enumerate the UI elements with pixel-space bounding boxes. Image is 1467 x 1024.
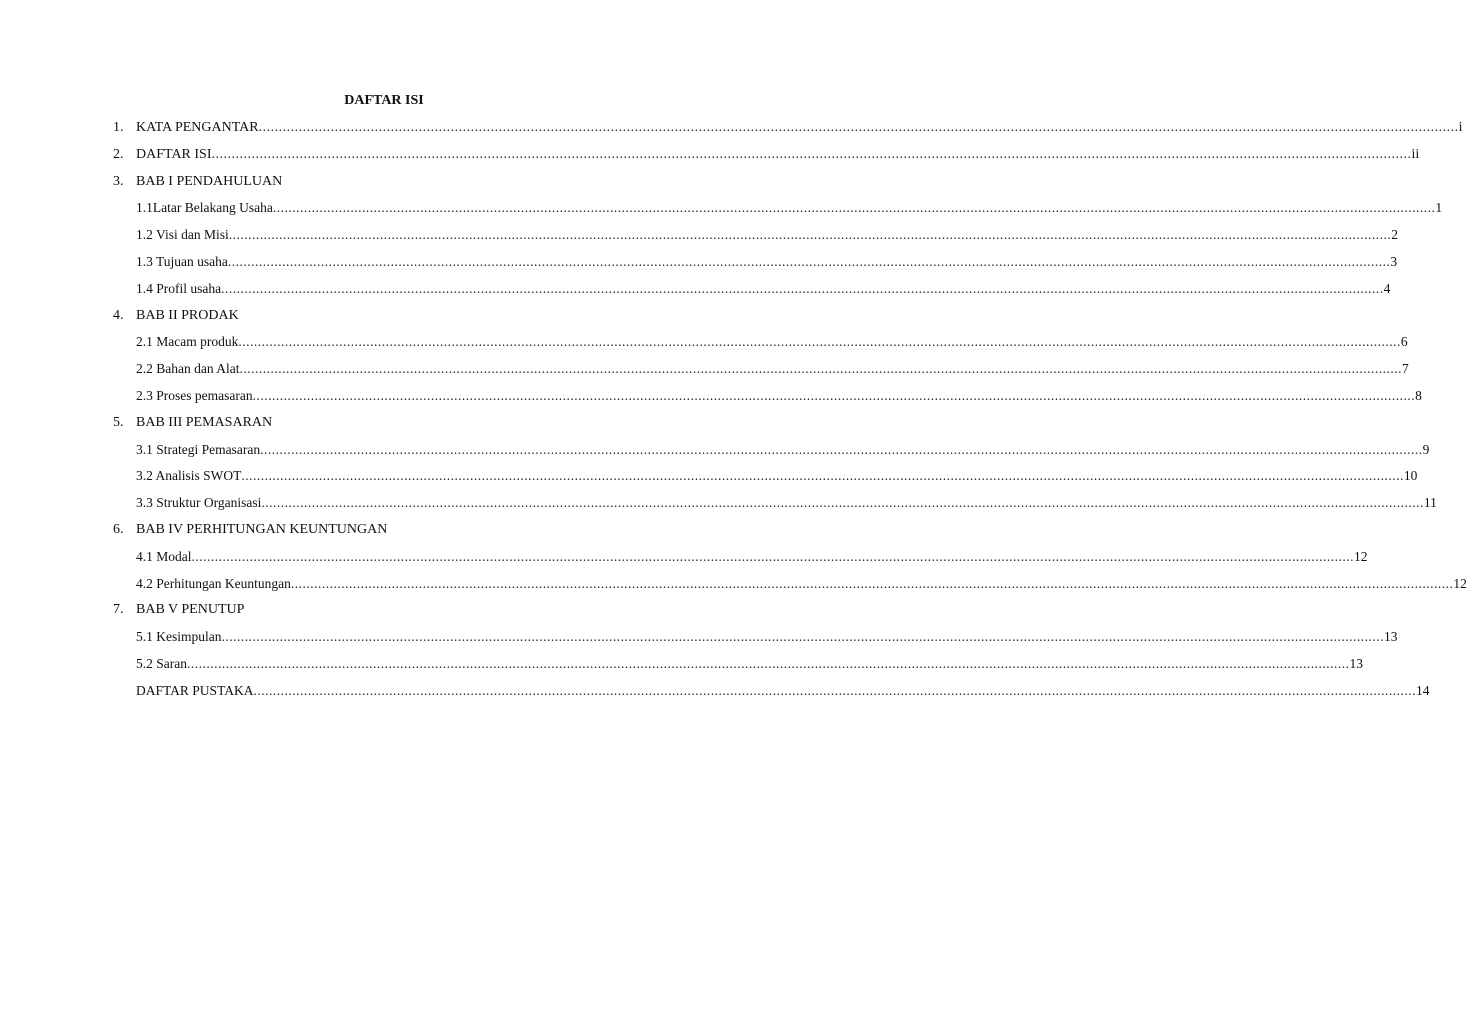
toc-entry-page-number: 3 — [1390, 253, 1398, 269]
toc-entry-line — [136, 410, 272, 437]
toc-entry-line — [136, 544, 1368, 571]
toc-entry-label: 4.2 Perhitungan Keuntungan — [136, 575, 291, 591]
toc-entry-line — [136, 222, 1398, 249]
toc-entry — [0, 142, 1420, 169]
toc-entry-label: 3.3 Struktur Organisasi — [136, 495, 262, 511]
toc-entry — [0, 651, 1363, 678]
toc-entry — [0, 276, 1391, 303]
toc-entry-label: BAB V PENUTUP — [136, 602, 245, 618]
toc-entry — [0, 544, 1368, 571]
toc-entry — [0, 329, 1408, 356]
toc-entry — [0, 383, 1422, 410]
dot-leader: ............................................................................................................................................................................................................................................................................................................ — [241, 468, 1404, 484]
toc-entry-page-number: ii — [1411, 146, 1420, 162]
toc-entry-label: 2.3 Proses pemasaran — [136, 387, 253, 403]
toc-entry-line — [136, 651, 1363, 678]
toc-entry-line — [136, 142, 1420, 169]
toc-entry-label: 4.1 Modal — [136, 548, 192, 564]
toc-entry-line — [136, 249, 1398, 276]
toc-entry-label: 3.2 Analisis SWOT — [136, 468, 242, 484]
toc-entry — [0, 678, 1430, 705]
toc-entry-page-number: 4 — [1383, 280, 1391, 296]
dot-leader: ............................................................................................................................................................................................................................................................................................................ — [253, 682, 1416, 698]
toc-entry-line — [136, 517, 387, 544]
toc-entry-label: BAB II PRODAK — [136, 307, 239, 323]
toc-entry — [0, 571, 1467, 598]
toc-entry — [0, 195, 1443, 222]
toc-entry-label: DAFTAR PUSTAKA — [136, 682, 254, 698]
toc-entry-line — [136, 303, 239, 330]
toc-entry-label: 2.2 Bahan dan Alat — [136, 361, 240, 377]
toc-entry-line — [136, 678, 1430, 705]
toc-entry-page-number: 9 — [1422, 441, 1430, 457]
toc-entry — [0, 249, 1398, 276]
toc-entry-line — [136, 597, 244, 624]
toc-entry — [0, 115, 1463, 142]
toc-entry-label: BAB I PENDAHULUAN — [136, 173, 283, 189]
toc-entry-number: 3. — [113, 173, 124, 189]
page-title: DAFTAR ISI — [344, 93, 424, 108]
dot-leader: ............................................................................................................................................................................................................................................................................................................ — [261, 495, 1424, 511]
toc-entry-label: KATA PENGANTAR — [136, 120, 259, 135]
toc-entry-line — [136, 276, 1391, 303]
toc-entry — [0, 222, 1398, 249]
dot-leader: ............................................................................................................................................................................................................................................................................................................ — [211, 146, 1412, 162]
toc-entry-line — [136, 571, 1467, 598]
toc-entry-page-number: 14 — [1415, 682, 1430, 698]
toc-entry-label: BAB III PEMASARAN — [136, 414, 273, 430]
dot-leader: ............................................................................................................................................................................................................................................................................................................ — [221, 629, 1384, 645]
dot-leader: ............................................................................................................................................................................................................................................................................................................ — [221, 280, 1384, 296]
toc-entry — [0, 517, 768, 544]
toc-entry-line — [136, 195, 1443, 222]
toc-entry-label: 1.4 Profil usaha — [136, 280, 222, 296]
toc-entry-number: 2. — [113, 146, 124, 162]
toc-entry-page-number: 13 — [1384, 629, 1398, 645]
toc-entry-line — [136, 437, 1430, 464]
toc-entry-line — [136, 490, 1437, 517]
toc-entry-line — [136, 383, 1422, 410]
toc-entry-label: BAB IV PERHITUNGAN KEUNTUNGAN — [136, 521, 388, 537]
toc-entry-line — [136, 169, 282, 196]
toc-entry — [0, 463, 1418, 490]
toc-entry-page-number: 12 — [1453, 575, 1467, 591]
dot-leader: ............................................................................................................................................................................................................................................................................................................ — [228, 227, 1392, 243]
toc-entry-page-number: 11 — [1423, 495, 1437, 511]
toc-entry-number: 5. — [113, 414, 124, 430]
dot-leader: ............................................................................................................................................................................................................................................................................................................ — [227, 253, 1391, 269]
toc-entry-line — [136, 329, 1408, 356]
toc-entry — [0, 410, 768, 437]
dot-leader: ............................................................................................................................................................................................................................................................................................................ — [239, 361, 1402, 377]
toc-entry — [0, 356, 1409, 383]
toc-entry-label: 3.1 Strategi Pemasaran — [136, 441, 261, 457]
toc-entry-label: 1.1Latar Belakang Usaha — [136, 200, 273, 216]
toc-entry-label: 2.1 Macam produk — [136, 334, 239, 350]
toc-entry-label: 1.3 Tujuan usaha — [136, 253, 228, 269]
toc-entry — [0, 437, 1430, 464]
dot-leader: ............................................................................................................................................................................................................................................................................................................ — [238, 334, 1401, 350]
toc-entry-label: DAFTAR ISI — [136, 146, 212, 162]
dot-leader: ............................................................................................................................................................................................................................................................................................................ — [191, 548, 1354, 564]
toc-entry-number: 1. — [113, 120, 124, 135]
toc-entry-page-number: i — [1458, 120, 1463, 135]
toc-entry — [0, 490, 1437, 517]
toc-entry-label: 5.1 Kesimpulan — [136, 629, 222, 645]
table-of-contents — [0, 115, 1467, 705]
dot-leader: ............................................................................................................................................................................................................................................................................................................ — [187, 655, 1350, 671]
toc-entry-page-number: 7 — [1401, 361, 1409, 377]
toc-entry-line — [136, 463, 1418, 490]
toc-entry-label: 5.2 Saran — [136, 655, 187, 671]
toc-entry-page-number: 6 — [1400, 334, 1408, 350]
toc-entry-number: 7. — [113, 602, 124, 618]
toc-entry — [0, 303, 768, 330]
toc-entry-page-number: 2 — [1391, 227, 1398, 243]
toc-entry — [0, 624, 1398, 651]
toc-entry-line — [136, 624, 1398, 651]
toc-entry-number: 4. — [113, 307, 124, 323]
toc-entry-page-number: 10 — [1403, 468, 1418, 484]
toc-entry-page-number: 1 — [1435, 200, 1443, 216]
dot-leader: ............................................................................................................................................................................................................................................................................................................ — [252, 387, 1416, 403]
toc-entry-label: 1.2 Visi dan Misi — [136, 227, 229, 243]
dot-leader: ............................................................................................................................................................................................................................................................................................................ — [258, 120, 1459, 135]
toc-entry-page-number: 8 — [1415, 387, 1422, 403]
dot-leader: ............................................................................................................................................................................................................................................................................................................ — [260, 441, 1423, 457]
toc-entry — [0, 597, 768, 624]
toc-entry-page-number: 12 — [1354, 548, 1368, 564]
toc-entry — [0, 169, 768, 196]
toc-entry-page-number: 13 — [1349, 655, 1363, 671]
dot-leader: ............................................................................................................................................................................................................................................................................................................ — [272, 200, 1436, 216]
toc-entry-line — [136, 356, 1409, 383]
dot-leader: ............................................................................................................................................................................................................................................................................................................ — [290, 575, 1454, 591]
toc-entry-line — [136, 115, 1463, 142]
toc-entry-number: 6. — [113, 521, 124, 537]
